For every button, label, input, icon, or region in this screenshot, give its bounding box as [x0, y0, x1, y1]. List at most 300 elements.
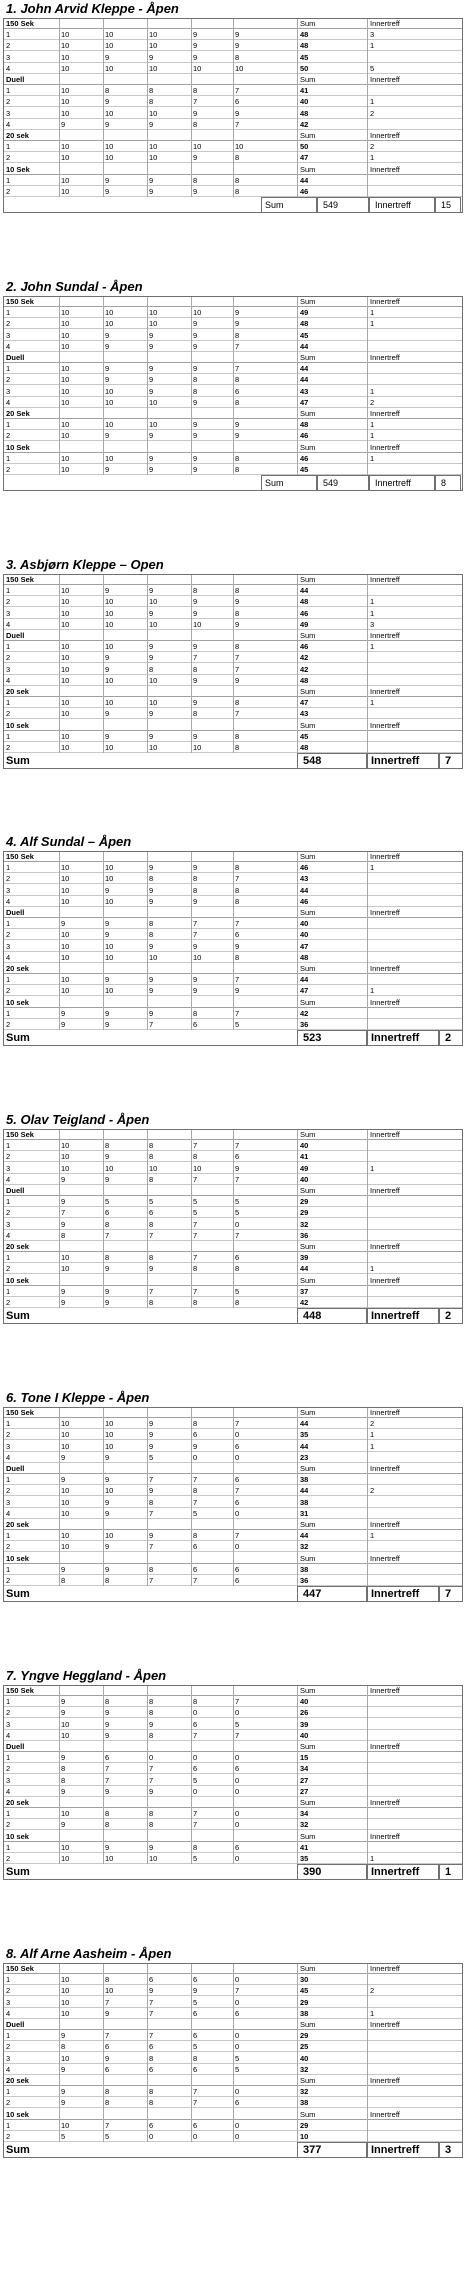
- inner-hits: 3: [370, 30, 375, 40]
- total-cell-box: [369, 475, 435, 491]
- sum-column-header: Sum: [300, 1275, 316, 1285]
- inner-hits: 1: [370, 863, 375, 873]
- shot-score: 6: [105, 1208, 110, 1218]
- series-sum: 27: [300, 1775, 309, 1785]
- shot-score: 9: [193, 453, 198, 463]
- total-row: [3, 197, 463, 213]
- shot-score: 8: [149, 1809, 154, 1819]
- series-sum: 48: [300, 108, 309, 118]
- shot-score: 8: [193, 586, 198, 596]
- section-label: 20 sek: [6, 2076, 29, 2085]
- shot-score: 10: [105, 597, 114, 607]
- shot-score: 7: [149, 1764, 154, 1774]
- shot-score: 7: [149, 1020, 154, 1029]
- series-number: 4: [6, 1452, 11, 1462]
- shot-score: 6: [235, 1152, 240, 1162]
- shot-score: 7: [193, 653, 198, 663]
- shot-score: 9: [149, 653, 154, 663]
- section-label: 10 sek: [6, 720, 29, 730]
- shot-score: 9: [105, 187, 110, 196]
- shot-score: 10: [61, 941, 70, 951]
- shot-score: 9: [61, 1020, 66, 1029]
- sum-column-header: Sum: [300, 1520, 316, 1529]
- shot-score: 6: [235, 1764, 240, 1774]
- shot-score: 5: [149, 1197, 154, 1207]
- shot-score: 9: [149, 1486, 154, 1496]
- total-cell-box: [435, 475, 461, 491]
- series-number: 3: [6, 1497, 11, 1507]
- shot-score: 6: [193, 2120, 198, 2130]
- shot-score: 9: [149, 465, 154, 474]
- shot-score: 9: [105, 885, 110, 895]
- series-number: 4: [6, 1174, 11, 1184]
- shot-score: 9: [105, 97, 110, 107]
- shot-score: 9: [193, 420, 198, 430]
- total-cell-box: [367, 1030, 439, 1046]
- shot-score: 9: [193, 41, 198, 51]
- shot-score: 6: [193, 1764, 198, 1774]
- inner-column-header: Innertreff: [370, 2109, 400, 2119]
- shot-score: 9: [149, 1264, 154, 1274]
- shot-score: 9: [193, 187, 198, 196]
- shot-score: 10: [193, 308, 202, 318]
- shot-score: 10: [61, 642, 70, 652]
- shot-score: 9: [61, 1708, 66, 1718]
- shot-score: 8: [149, 86, 154, 96]
- inner-column-header: Innertreff: [370, 1742, 400, 1751]
- shot-score: 9: [193, 975, 198, 985]
- shot-score: 0: [235, 1542, 240, 1552]
- shot-score: 8: [235, 642, 240, 652]
- series-sum: 49: [300, 619, 309, 629]
- shot-score: 9: [149, 986, 154, 996]
- series-sum: 46: [300, 896, 309, 906]
- shot-score: 9: [235, 619, 240, 629]
- shot-score: 8: [149, 1708, 154, 1718]
- shot-score: 7: [105, 1997, 110, 2007]
- shot-score: 10: [61, 653, 70, 663]
- sum-column-header: Sum: [300, 1464, 316, 1473]
- series-number: 1: [6, 420, 11, 430]
- shot-score: 10: [61, 30, 70, 40]
- series-number: 4: [6, 341, 11, 351]
- shot-score: 9: [105, 465, 110, 474]
- shot-score: 10: [193, 619, 202, 629]
- shot-score: 10: [61, 1997, 70, 2007]
- series-number: 2: [6, 41, 11, 51]
- series-sum: 50: [300, 142, 309, 152]
- shot-score: 10: [61, 743, 70, 752]
- shot-score: 10: [61, 986, 70, 996]
- shot-score: 8: [193, 885, 198, 895]
- shot-score: 6: [105, 1753, 110, 1763]
- shot-score: 7: [193, 1730, 198, 1740]
- shot-score: 8: [193, 1419, 198, 1429]
- shot-score: 8: [149, 1564, 154, 1574]
- shot-score: 8: [235, 586, 240, 596]
- shot-score: 0: [235, 1997, 240, 2007]
- series-sum: 41: [300, 1842, 309, 1852]
- shot-score: 8: [149, 1298, 154, 1307]
- shot-score: 9: [105, 1708, 110, 1718]
- sum-column-header: Sum: [300, 409, 316, 418]
- shot-score: 8: [193, 1264, 198, 1274]
- series-sum: 44: [300, 1441, 309, 1451]
- shot-score: 10: [61, 153, 70, 163]
- shot-score: 8: [193, 86, 198, 96]
- table-frame: [3, 18, 463, 213]
- shot-score: 10: [61, 1986, 70, 1996]
- shot-score: 8: [193, 1842, 198, 1852]
- shot-score: 10: [61, 97, 70, 107]
- shot-score: 8: [105, 1141, 110, 1151]
- inner-column-header: Innertreff: [370, 1798, 400, 1807]
- shot-score: 10: [61, 675, 70, 685]
- inner-column-header: Innertreff: [370, 2076, 400, 2085]
- shot-score: 6: [149, 1208, 154, 1218]
- shot-score: 6: [193, 1542, 198, 1552]
- shot-score: 9: [193, 431, 198, 441]
- series-sum: 32: [300, 1820, 309, 1830]
- shot-score: 9: [149, 1531, 154, 1541]
- shot-score: 10: [149, 41, 158, 51]
- shot-score: 0: [235, 1975, 240, 1985]
- inner-column-header: Innertreff: [370, 1130, 400, 1139]
- shot-score: 10: [61, 175, 70, 185]
- shot-score: 0: [235, 1820, 240, 1830]
- shot-score: 10: [61, 863, 70, 873]
- shot-score: 6: [235, 1253, 240, 1263]
- series-sum: 40: [300, 2053, 309, 2063]
- shot-score: 10: [149, 1163, 158, 1173]
- sum-column-header: Sum: [300, 1831, 316, 1841]
- series-number: 2: [6, 1152, 11, 1162]
- section-label: 150 Sek: [6, 575, 34, 584]
- shot-score: 10: [149, 597, 158, 607]
- series-number: 4: [6, 2064, 11, 2074]
- total-cell-box: [367, 753, 439, 769]
- shot-score: 9: [193, 863, 198, 873]
- shot-score: 0: [235, 2042, 240, 2052]
- shot-score: 8: [149, 1730, 154, 1740]
- shot-score: 10: [149, 30, 158, 40]
- shot-score: 9: [149, 1419, 154, 1429]
- shot-score: 9: [235, 675, 240, 685]
- inner-column-header: Innertreff: [370, 852, 400, 861]
- shot-score: 10: [149, 743, 158, 752]
- shot-score: 0: [235, 1508, 240, 1518]
- shot-score: 8: [193, 1697, 198, 1707]
- shot-score: 7: [149, 1230, 154, 1240]
- shot-score: 6: [235, 1497, 240, 1507]
- shot-score: 10: [105, 1419, 114, 1429]
- shot-score: 9: [61, 1452, 66, 1462]
- shot-score: 10: [105, 863, 114, 873]
- series-sum: 43: [300, 709, 309, 719]
- series-sum: 42: [300, 664, 309, 674]
- series-number: 1: [6, 453, 11, 463]
- shot-score: 10: [61, 619, 70, 629]
- shot-score: 9: [149, 1786, 154, 1796]
- shot-score: 10: [61, 597, 70, 607]
- shot-score: 5: [193, 2042, 198, 2052]
- shot-score: 9: [105, 2008, 110, 2018]
- section-label: 150 Sek: [6, 1964, 34, 1973]
- series-number: 2: [6, 1430, 11, 1440]
- shot-score: 10: [61, 1430, 70, 1440]
- shot-score: 8: [149, 97, 154, 107]
- shot-score: 9: [105, 1286, 110, 1296]
- total-inner-hits: 1: [445, 1866, 452, 1879]
- total-row: [3, 1864, 463, 1880]
- series-sum: 29: [300, 1997, 309, 2007]
- inner-column-header: Innertreff: [370, 1275, 400, 1285]
- shot-score: 10: [105, 1854, 114, 1863]
- inner-hits: 2: [370, 1986, 375, 1996]
- shot-score: 10: [149, 1854, 158, 1863]
- series-sum: 38: [300, 1497, 309, 1507]
- shot-score: 10: [105, 319, 114, 329]
- shot-score: 9: [149, 1430, 154, 1440]
- shot-score: 10: [105, 386, 114, 396]
- series-number: 1: [6, 1564, 11, 1574]
- inner-column-header: Innertreff: [370, 964, 400, 973]
- total-inner-hits: 2: [445, 1310, 452, 1323]
- series-number: 1: [6, 698, 11, 708]
- shot-score: 7: [235, 1174, 240, 1184]
- series-sum: 41: [300, 1152, 309, 1162]
- shot-score: 9: [61, 2031, 66, 2041]
- shot-score: 5: [235, 1020, 240, 1029]
- series-sum: 34: [300, 1764, 309, 1774]
- shot-score: 0: [235, 2087, 240, 2097]
- inner-column-header: Innertreff: [370, 720, 400, 730]
- shot-score: 9: [193, 465, 198, 474]
- shot-score: 9: [149, 885, 154, 895]
- shot-score: 8: [149, 874, 154, 884]
- series-sum: 42: [300, 1298, 309, 1307]
- shot-score: 8: [235, 375, 240, 385]
- shot-score: 5: [235, 1719, 240, 1729]
- series-sum: 44: [300, 375, 309, 385]
- series-sum: 48: [300, 675, 309, 685]
- section-label: Duell: [6, 1186, 25, 1195]
- inner-hits: 2: [370, 1486, 375, 1496]
- shot-score: 0: [235, 1219, 240, 1229]
- shot-score: 10: [61, 52, 70, 62]
- shot-score: 6: [149, 2120, 154, 2130]
- inner-column-header: Innertreff: [370, 575, 400, 584]
- shot-score: 8: [235, 1298, 240, 1307]
- series-sum: 15: [300, 1753, 309, 1763]
- inner-column-header: Innertreff: [370, 687, 400, 696]
- table-frame: [3, 1129, 463, 1324]
- series-sum: 40: [300, 1174, 309, 1184]
- series-number: 2: [6, 1986, 11, 1996]
- sum-column-header: Sum: [300, 997, 316, 1007]
- series-sum: 50: [300, 63, 309, 73]
- shot-score: 9: [193, 698, 198, 708]
- shot-score: 8: [105, 1219, 110, 1229]
- shot-score: 8: [193, 1486, 198, 1496]
- total-cell-box: [297, 1308, 367, 1324]
- shot-score: 8: [149, 1219, 154, 1229]
- series-sum: 40: [300, 1730, 309, 1740]
- shot-score: 10: [61, 1975, 70, 1985]
- inner-column-header: Innertreff: [370, 1408, 400, 1417]
- total-cell-box: [367, 1308, 439, 1324]
- shot-score: 7: [105, 1764, 110, 1774]
- series-number: 2: [6, 597, 11, 607]
- shot-score: 10: [61, 608, 70, 618]
- shot-score: 9: [193, 597, 198, 607]
- shot-score: 10: [61, 108, 70, 118]
- shot-score: 5: [193, 1208, 198, 1218]
- series-sum: 31: [300, 1508, 309, 1518]
- shot-score: 10: [61, 41, 70, 51]
- shot-score: 8: [105, 1253, 110, 1263]
- sum-column-header: Sum: [300, 1408, 316, 1417]
- total-inner-label: Innertreff: [375, 200, 411, 211]
- shot-score: 9: [105, 1842, 110, 1852]
- series-number: 2: [6, 1542, 11, 1552]
- shot-score: 9: [61, 2098, 66, 2108]
- shot-score: 10: [61, 142, 70, 152]
- series-sum: 44: [300, 586, 309, 596]
- series-number: 4: [6, 2008, 11, 2018]
- series-number: 2: [6, 1764, 11, 1774]
- total-sum: 548: [303, 755, 322, 768]
- shot-score: 10: [61, 664, 70, 674]
- total-label: Sum: [265, 478, 284, 489]
- shot-score: 10: [61, 930, 70, 940]
- shot-score: 10: [105, 986, 114, 996]
- series-sum: 27: [300, 1786, 309, 1796]
- shot-score: 10: [61, 1531, 70, 1541]
- shot-score: 0: [235, 1854, 240, 1863]
- shot-score: 7: [193, 1820, 198, 1830]
- series-number: 2: [6, 743, 11, 752]
- total-cell-box: [367, 1864, 439, 1880]
- shot-score: 10: [105, 1531, 114, 1541]
- sum-column-header: Sum: [300, 964, 316, 973]
- shot-score: 7: [235, 1230, 240, 1240]
- shot-score: 9: [149, 896, 154, 906]
- shot-score: 0: [235, 2031, 240, 2041]
- sum-column-header: Sum: [300, 353, 316, 362]
- shot-score: 6: [235, 1576, 240, 1585]
- series-sum: 45: [300, 465, 309, 474]
- inner-hits: 1: [370, 1854, 375, 1863]
- shot-score: 10: [235, 142, 244, 152]
- shot-score: 9: [61, 2087, 66, 2097]
- shot-score: 9: [105, 1264, 110, 1274]
- shot-score: 10: [105, 453, 114, 463]
- shot-score: 8: [149, 2053, 154, 2063]
- shot-score: 9: [193, 1986, 198, 1996]
- series-number: 1: [6, 1475, 11, 1485]
- series-number: 4: [6, 896, 11, 906]
- series-number: 4: [6, 675, 11, 685]
- shot-score: 7: [149, 1286, 154, 1296]
- shot-score: 7: [193, 1286, 198, 1296]
- sum-column-header: Sum: [300, 1242, 316, 1251]
- series-sum: 48: [300, 41, 309, 51]
- total-sum: 523: [303, 1032, 322, 1045]
- shot-score: 10: [105, 896, 114, 906]
- shot-score: 9: [235, 108, 240, 118]
- series-sum: 38: [300, 1564, 309, 1574]
- series-sum: 45: [300, 731, 309, 741]
- shot-score: 7: [193, 1141, 198, 1151]
- shot-score: 10: [61, 1842, 70, 1852]
- series-number: 1: [6, 1975, 11, 1985]
- shot-score: 0: [193, 1786, 198, 1796]
- series-sum: 43: [300, 874, 309, 884]
- shot-score: 10: [193, 63, 202, 73]
- shot-score: 9: [61, 1753, 66, 1763]
- series-number: 1: [6, 1419, 11, 1429]
- shot-score: 5: [105, 2132, 110, 2141]
- shot-score: 9: [149, 1842, 154, 1852]
- shot-score: 10: [61, 2053, 70, 2063]
- shot-score: 9: [193, 397, 198, 407]
- total-inner-hits: 3: [445, 2144, 452, 2157]
- series-number: 3: [6, 1441, 11, 1451]
- series-sum: 25: [300, 2042, 309, 2052]
- shot-score: 10: [61, 1508, 70, 1518]
- series-sum: 32: [300, 1542, 309, 1552]
- shot-score: 6: [235, 386, 240, 396]
- shot-score: 10: [149, 319, 158, 329]
- series-sum: 36: [300, 1020, 309, 1029]
- sum-column-header: Sum: [300, 2076, 316, 2085]
- shot-score: 8: [149, 1697, 154, 1707]
- inner-column-header: Innertreff: [370, 1831, 400, 1841]
- series-number: 2: [6, 2132, 11, 2141]
- series-number: 4: [6, 1508, 11, 1518]
- shot-score: 0: [193, 1753, 198, 1763]
- shot-score: 10: [105, 743, 114, 752]
- shot-score: 7: [149, 1508, 154, 1518]
- shot-score: 8: [193, 119, 198, 129]
- shot-score: 9: [149, 941, 154, 951]
- shot-score: 0: [149, 2132, 154, 2141]
- series-sum: 38: [300, 1475, 309, 1485]
- shot-score: 9: [235, 420, 240, 430]
- series-number: 4: [6, 119, 11, 129]
- inner-column-header: Innertreff: [370, 131, 400, 140]
- shot-score: 6: [149, 2064, 154, 2074]
- series-number: 3: [6, 1775, 11, 1785]
- series-sum: 44: [300, 175, 309, 185]
- shot-score: 5: [235, 1286, 240, 1296]
- series-sum: 35: [300, 1430, 309, 1440]
- shot-score: 7: [193, 1497, 198, 1507]
- section-label: 20 sek: [6, 1242, 29, 1251]
- series-number: 4: [6, 619, 11, 629]
- shot-score: 7: [149, 2031, 154, 2041]
- total-inner-label: Innertreff: [371, 1310, 420, 1323]
- table-frame: [3, 1407, 463, 1602]
- shot-score: 9: [149, 187, 154, 196]
- shot-score: 9: [193, 986, 198, 996]
- shot-score: 10: [61, 397, 70, 407]
- sum-column-header: Sum: [300, 2109, 316, 2119]
- shot-score: 9: [105, 731, 110, 741]
- shot-score: 5: [235, 1197, 240, 1207]
- shot-score: 9: [105, 1730, 110, 1740]
